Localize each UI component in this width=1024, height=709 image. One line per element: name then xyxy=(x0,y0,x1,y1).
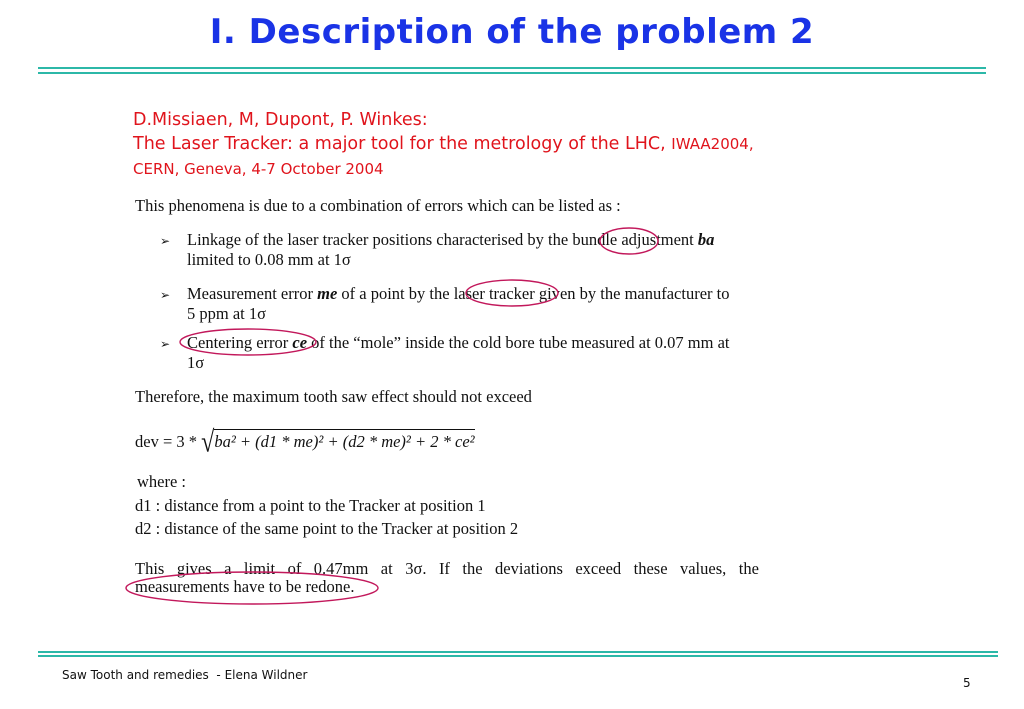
bullet-arrow-icon: ➢ xyxy=(160,337,171,351)
therefore-text: Therefore, the maximum tooth saw effect should not exceed xyxy=(135,387,532,406)
reference-venue: IWAA2004, xyxy=(671,135,754,153)
annotation-circle-centering-error xyxy=(180,329,316,355)
formula-radical: √ xyxy=(201,426,215,460)
annotation-circle-bundle xyxy=(600,228,658,254)
conclusion-line-2: measurements have to be redone. xyxy=(135,577,355,596)
bottom-rule-2 xyxy=(38,655,998,657)
slide-title: I. Description of the problem 2 xyxy=(209,12,815,52)
bullet-2-line-1: Measurement error me of a point by the laser tracker given by the manufacturer to xyxy=(187,284,730,303)
formula-radicand: ba² + (d1 * me)² + (d2 * me)² + 2 * ce² xyxy=(214,429,474,451)
page-number: 5 xyxy=(963,676,971,690)
bullet-2-line-2: 5 ppm at 1σ xyxy=(187,304,267,323)
bullet-arrow-icon: ➢ xyxy=(160,234,171,248)
bullet-2-circled-term: laser tracker xyxy=(453,284,535,303)
reference-paper-title: The Laser Tracker: a major tool for the metrology of the LHC, xyxy=(133,134,666,154)
reference-place-date: CERN, Geneva, 4-7 October 2004 xyxy=(133,160,384,178)
where-label: where : xyxy=(137,472,187,491)
annotation-circle-redone xyxy=(126,572,378,604)
footer-left: Saw Tooth and remedies - Elena Wildner xyxy=(62,668,308,682)
bullet-1-line-2: limited to 0.08 mm at 1σ xyxy=(187,250,351,269)
bullet-3-circled-term: Centering error xyxy=(187,333,289,352)
definition-d1: d1 : distance from a point to the Tracker at position 1 xyxy=(135,496,486,515)
bullet-2-italic: me xyxy=(317,284,338,303)
annotation-circle-laser-tracker xyxy=(466,280,558,306)
bullet-1-line-1: Linkage of the laser tracker positions characterised by the bundle adjustment ba xyxy=(187,230,715,249)
bullet-3-italic: ce xyxy=(292,333,308,352)
conclusion-line-1: This gives a limit of 0.47mm at 3σ. If the deviations exceed these values, the xyxy=(135,559,759,578)
formula-lhs: dev = 3 * xyxy=(135,432,198,451)
bullet-arrow-icon: ➢ xyxy=(160,288,171,302)
excerpt-intro: This phenomena is due to a combination of errors which can be listed as : xyxy=(135,196,621,215)
definition-d2: d2 : distance of the same point to the Tracker at position 2 xyxy=(135,519,519,538)
bullet-3-line-2: 1σ xyxy=(187,353,205,372)
bullet-3-line-1: Centering error ce of the “mole” inside the cold bore tube measured at 0.07 mm at xyxy=(187,333,730,352)
bottom-rule-1 xyxy=(38,651,998,653)
bullet-1-italic: ba xyxy=(697,230,715,249)
reference-authors: D.Missiaen, M, Dupont, P. Winkes: xyxy=(133,110,428,130)
bullet-1-circled-term: bundle xyxy=(572,230,618,249)
